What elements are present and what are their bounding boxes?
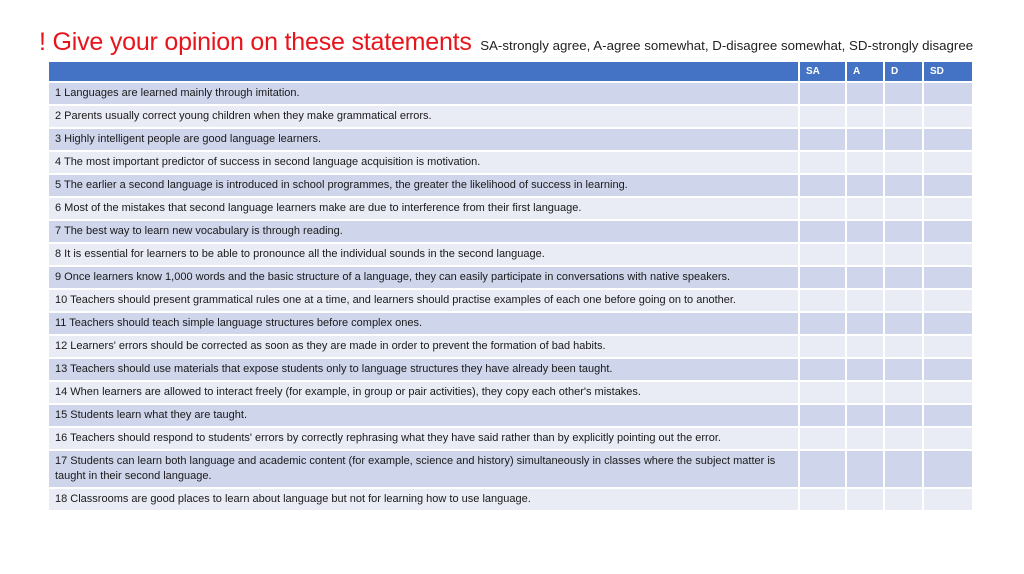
answer-cell-sa[interactable] [799, 289, 846, 312]
table-row [48, 82, 973, 105]
header-sd: SD [923, 61, 973, 82]
answer-cell-sa[interactable] [799, 404, 846, 427]
answer-cell-sd[interactable] [923, 105, 973, 128]
statement-cell: 8 It is essential for learners to be able to pronounce all the individual sounds in the second language. [48, 243, 799, 266]
answer-cell-sa[interactable] [799, 220, 846, 243]
table-row [48, 220, 973, 243]
answer-cell-sa[interactable] [799, 174, 846, 197]
answer-cell-sd[interactable] [923, 289, 973, 312]
statement-cell: 17 Students can learn both language and academic content (for example, science and history) simultaneously in classes where the subject matter is taught in their second language. [48, 450, 799, 488]
answer-cell-a[interactable] [846, 197, 884, 220]
statement-cell: 10 Teachers should present grammatical rules one at a time, and learners should practise examples of each one before going on to another. [48, 289, 799, 312]
answer-cell-d[interactable] [884, 243, 923, 266]
answer-cell-a[interactable] [846, 358, 884, 381]
answer-cell-a[interactable] [846, 450, 884, 488]
statement-cell: 5 The earlier a second language is introduced in school programmes, the greater the likelihood of success in learning. [48, 174, 799, 197]
answer-cell-a[interactable] [846, 289, 884, 312]
answer-cell-d[interactable] [884, 220, 923, 243]
answer-cell-a[interactable] [846, 243, 884, 266]
answer-cell-sa[interactable] [799, 266, 846, 289]
answer-cell-d[interactable] [884, 174, 923, 197]
table-row [48, 105, 973, 128]
header-d: D [884, 61, 923, 82]
header-a: A [846, 61, 884, 82]
table-row [48, 381, 973, 404]
answer-cell-d[interactable] [884, 358, 923, 381]
statement-cell: 14 When learners are allowed to interact freely (for example, in group or pair activities), they copy each other's mistakes. [48, 381, 799, 404]
statement-cell: 1 Languages are learned mainly through imitation. [48, 82, 799, 105]
statement-cell: 3 Highly intelligent people are good language learners. [48, 128, 799, 151]
answer-cell-sd[interactable] [923, 174, 973, 197]
answer-cell-a[interactable] [846, 381, 884, 404]
table-row [48, 243, 973, 266]
table-row [48, 404, 973, 427]
answer-cell-a[interactable] [846, 335, 884, 358]
answer-cell-d[interactable] [884, 312, 923, 335]
answer-cell-sa[interactable] [799, 450, 846, 488]
answer-cell-sa[interactable] [799, 82, 846, 105]
table-row [48, 289, 973, 312]
answer-cell-a[interactable] [846, 105, 884, 128]
statement-cell: 7 The best way to learn new vocabulary is through reading. [48, 220, 799, 243]
statement-cell: 6 Most of the mistakes that second language learners make are due to interference from their first language. [48, 197, 799, 220]
opinion-survey-table [47, 60, 974, 512]
answer-cell-a[interactable] [846, 488, 884, 511]
answer-cell-d[interactable] [884, 82, 923, 105]
answer-cell-sa[interactable] [799, 197, 846, 220]
answer-cell-sa[interactable] [799, 243, 846, 266]
answer-cell-d[interactable] [884, 335, 923, 358]
statement-cell: 2 Parents usually correct young children when they make grammatical errors. [48, 105, 799, 128]
answer-cell-a[interactable] [846, 427, 884, 450]
statement-cell: 11 Teachers should teach simple language structures before complex ones. [48, 312, 799, 335]
answer-cell-d[interactable] [884, 128, 923, 151]
answer-cell-sd[interactable] [923, 266, 973, 289]
table-row [48, 488, 973, 511]
answer-cell-sa[interactable] [799, 151, 846, 174]
answer-cell-d[interactable] [884, 197, 923, 220]
answer-cell-a[interactable] [846, 174, 884, 197]
statement-cell: 9 Once learners know 1,000 words and the basic structure of a language, they can easily participate in conversations with native speakers. [48, 266, 799, 289]
statement-cell: 12 Learners' errors should be corrected as soon as they are made in order to prevent the formation of bad habits. [48, 335, 799, 358]
answer-cell-a[interactable] [846, 312, 884, 335]
header-sa: SA [799, 61, 846, 82]
table-header-row [48, 61, 973, 82]
answer-cell-sd[interactable] [923, 404, 973, 427]
answer-cell-sa[interactable] [799, 427, 846, 450]
answer-cell-sa[interactable] [799, 381, 846, 404]
header-statement [48, 61, 799, 82]
table-row [48, 197, 973, 220]
slide-title [39, 30, 973, 55]
answer-cell-sd[interactable] [923, 243, 973, 266]
answer-cell-d[interactable] [884, 381, 923, 404]
title-main: ! Give your opinion on these statements [39, 28, 472, 56]
answer-cell-sa[interactable] [799, 312, 846, 335]
statement-cell: 4 The most important predictor of success in second language acquisition is motivation. [48, 151, 799, 174]
answer-cell-a[interactable] [846, 266, 884, 289]
answer-cell-sa[interactable] [799, 128, 846, 151]
table-row [48, 335, 973, 358]
answer-cell-sd[interactable] [923, 220, 973, 243]
answer-cell-sd[interactable] [923, 450, 973, 488]
answer-cell-a[interactable] [846, 82, 884, 105]
table-row [48, 174, 973, 197]
answer-cell-a[interactable] [846, 151, 884, 174]
answer-cell-d[interactable] [884, 151, 923, 174]
answer-cell-a[interactable] [846, 128, 884, 151]
answer-cell-sd[interactable] [923, 312, 973, 335]
answer-cell-d[interactable] [884, 105, 923, 128]
statement-cell: 16 Teachers should respond to students' errors by correctly rephrasing what they have said rather than by explicitly pointing out the error. [48, 427, 799, 450]
answer-cell-sa[interactable] [799, 358, 846, 381]
answer-cell-d[interactable] [884, 404, 923, 427]
table-row [48, 450, 973, 488]
table-row [48, 358, 973, 381]
table-row [48, 266, 973, 289]
statement-cell: 13 Teachers should use materials that expose students only to language structures they have already been taught. [48, 358, 799, 381]
answer-cell-sd[interactable] [923, 335, 973, 358]
answer-cell-d[interactable] [884, 488, 923, 511]
answer-cell-a[interactable] [846, 220, 884, 243]
answer-cell-sd[interactable] [923, 488, 973, 511]
answer-cell-sd[interactable] [923, 151, 973, 174]
answer-cell-d[interactable] [884, 450, 923, 488]
answer-cell-d[interactable] [884, 427, 923, 450]
table-row [48, 151, 973, 174]
answer-cell-d[interactable] [884, 289, 923, 312]
answer-cell-d[interactable] [884, 266, 923, 289]
answer-cell-a[interactable] [846, 404, 884, 427]
answer-cell-sd[interactable] [923, 128, 973, 151]
answer-cell-sd[interactable] [923, 381, 973, 404]
title-legend: SA-strongly agree, A-agree somewhat, D-disagree somewhat, SD-strongly disagree [480, 38, 974, 53]
statement-cell: 15 Students learn what they are taught. [48, 404, 799, 427]
answer-cell-sa[interactable] [799, 105, 846, 128]
table-row [48, 427, 973, 450]
answer-cell-sa[interactable] [799, 488, 846, 511]
answer-cell-sd[interactable] [923, 358, 973, 381]
answer-cell-sd[interactable] [923, 427, 973, 450]
answer-cell-sd[interactable] [923, 82, 973, 105]
statement-cell: 18 Classrooms are good places to learn about language but not for learning how to use language. [48, 488, 799, 511]
table-row [48, 312, 973, 335]
answer-cell-sd[interactable] [923, 197, 973, 220]
answer-cell-sa[interactable] [799, 335, 846, 358]
table-row [48, 128, 973, 151]
